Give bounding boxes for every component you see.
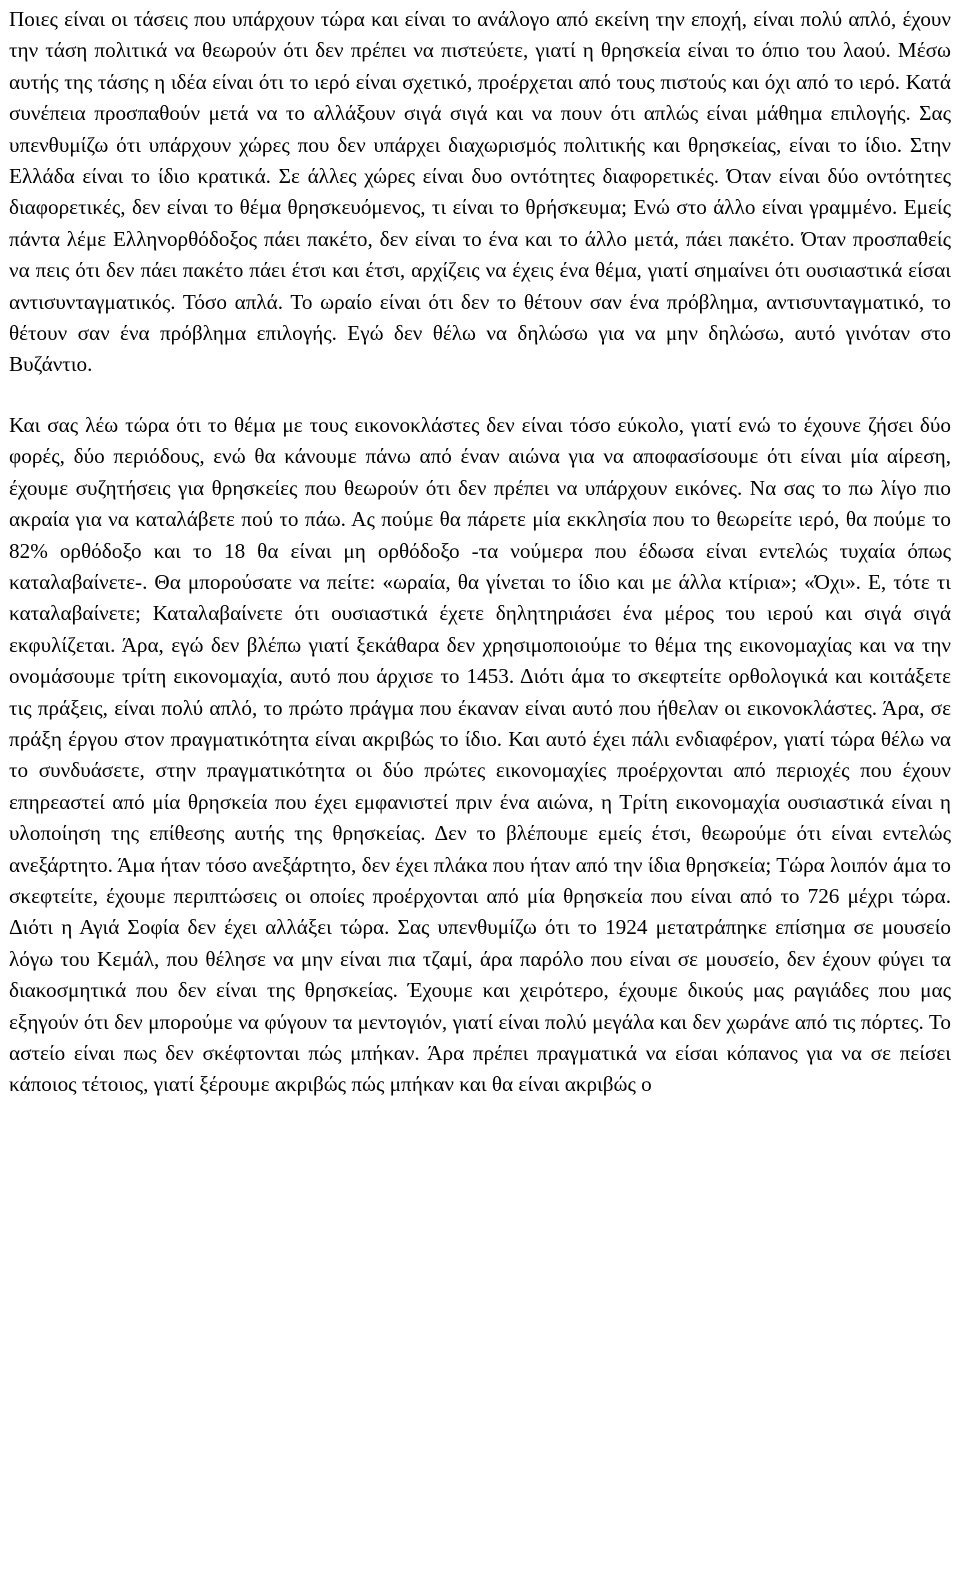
paragraph-2: Και σας λέω τώρα ότι το θέμα με τους εικονοκλάστες δεν είναι τόσο εύκολο, γιατί ενώ το έχουνε ζήσει δύο φορές, δύο περιόδους, ενώ θα κάνουμε πάνω από έναν αιώνα για να αποφασίσουμε ότι είναι μία αίρεση, έχουμε συζητήσεις για θρησκείες που θεωρούν ότι δεν πρέπει να υπάρχουν εικόνες. Να σας το πω λίγο πιο ακραία για να καταλάβετε πού το πάω. Ας πούμε θα πάρετε μία εκκλησία που το θεωρείτε ιερό, θα πούμε το 82% ορθόδοξο και το 18 θα είναι μη ορθόδοξο -τα νούμερα που έδωσα είναι εντελώς τυχαία όπως καταλαβαίνετε-. Θα μπορούσατε να πείτε: «ωραία, θα γίνεται το ίδιο και με άλλα κτίρια»; «Όχι». Ε, τότε τι καταλαβαίνετε; Καταλαβαίνετε ότι ουσιαστικά έχετε δηλητηριάσει ένα μέρος του ιερού και σιγά σιγά εκφυλίζεται. Άρα, εγώ δεν βλέπω γιατί ξεκάθαρα δεν χρησιμοποιούμε το θέμα της εικονομαχίας και να την ονομάσουμε τρίτη εικονομαχία, αυτό που άρχισε το 1453. Διότι άμα το σκεφτείτε ορθολογικά και κοιτάξετε τις πράξεις, είναι πολύ απλό, το πρώτο πράγμα που έκαναν είναι αυτό που ήθελαν οι εικονοκλάστες. Άρα, σε πράξη έργου στον πραγματικότητα είναι ακριβώς το ίδιο. Και αυτό έχει πάλι ενδιαφέρον, γιατί τώρα θέλω να το συνδυάσετε, στην πραγματικότητα οι δύο πρώτες εικονομαχίες προέρχονται από περιοχές που έχουν επηρεαστεί από μία θρησκεία που έχει εμφανιστεί πριν ένα αιώνα, η Τρίτη εικονομαχία ουσιαστικά είναι η υλοποίηση της επίθεσης αυτής της θρησκείας. Δεν το βλέπουμε εμείς έτσι, θεωρούμε ότι είναι εντελώς ανεξάρτητο. Άμα ήταν τόσο ανεξάρτητο, δεν έχει πλάκα που ήταν από την ίδια θρησκεία; Τώρα λοιπόν άμα το σκεφτείτε, έχουμε περιπτώσεις οι οποίες προέρχονται από μία θρησκεία που είναι από το 726 μέχρι τώρα. Διότι η Αγιά Σοφία δεν έχει αλλάξει τώρα. Σας υπενθυμίζω ότι το 1924 μετατράπηκε επίσημα σε μουσείο λόγω του Κεμάλ, που θέλησε να μην είναι πια τζαμί, άρα παρόλο που είναι σε μουσείο, δεν έχουν φύγει τα διακοσμητικά που δεν είναι της θρησκείας. Έχουμε και χειρότερο, έχουμε δικούς μας ραγιάδες που μας εξηγούν ότι δεν μπορούμε να φύγουν τα μεντογιόν, γιατί είναι πολύ μεγάλα και δεν χωράνε από τις πόρτες. Το αστείο είναι πως δεν σκέφτονται πώς μπήκαν. Άρα πρέπει πραγματικά να είσαι κόπανος για να σε πείσει κάποιος τέτοιος, γιατί ξέρουμε ακριβώς πώς μπήκαν και θα είναι ακριβώς ο: [9, 412, 951, 1097]
paragraph-1: Ποιες είναι οι τάσεις που υπάρχουν τώρα και είναι το ανάλογο από εκείνη την εποχή, είναι πολύ απλό, έχουν την τάση πολιτικά να θεωρούν ότι δεν πρέπει να πιστεύετε, γιατί η θρησκεία είναι το όπιο του λαού. Μέσω αυτής της τάσης η ιδέα είναι ότι το ιερό είναι σχετικό, προέρχεται από τους πιστούς και όχι από το ιερό. Κατά συνέπεια προσπαθούν μετά να το αλλάξουν σιγά σιγά και να πουν ότι απλώς είναι μάθημα επιλογής. Σας υπενθυμίζω ότι υπάρχουν χώρες που δεν υπάρχει διαχωρισμός πολιτικής και θρησκείας, είναι το ίδιο. Στην Ελλάδα είναι το ίδιο κρατικά. Σε άλλες χώρες είναι δυο οντότητες διαφορετικές. Όταν είναι δύο οντότητες διαφορετικές, δεν είναι το θέμα θρησκευόμενος, τι είναι το θρήσκευμα; Ενώ στο άλλο είναι γραμμένο. Εμείς πάντα λέμε Ελληνορθόδοξος πάει πακέτο, δεν είναι το ένα και το άλλο μετά, πάει πακέτο. Όταν προσπαθείς να πεις ότι δεν πάει πακέτο πάει έτσι και έτσι, αρχίζεις να έχεις ένα θέμα, γιατί σημαίνει ότι ουσιαστικά είσαι αντισυνταγματικός. Τόσο απλά. Το ωραίο είναι ότι δεν το θέτουν σαν ένα πρόβλημα, αντισυνταγματικό, το θέτουν σαν ένα πρόβλημα επιλογής. Εγώ δεν θέλω να δηλώσω για να μην δηλώσω, αυτό γινόταν στο Βυζάντιο.: [9, 7, 951, 377]
